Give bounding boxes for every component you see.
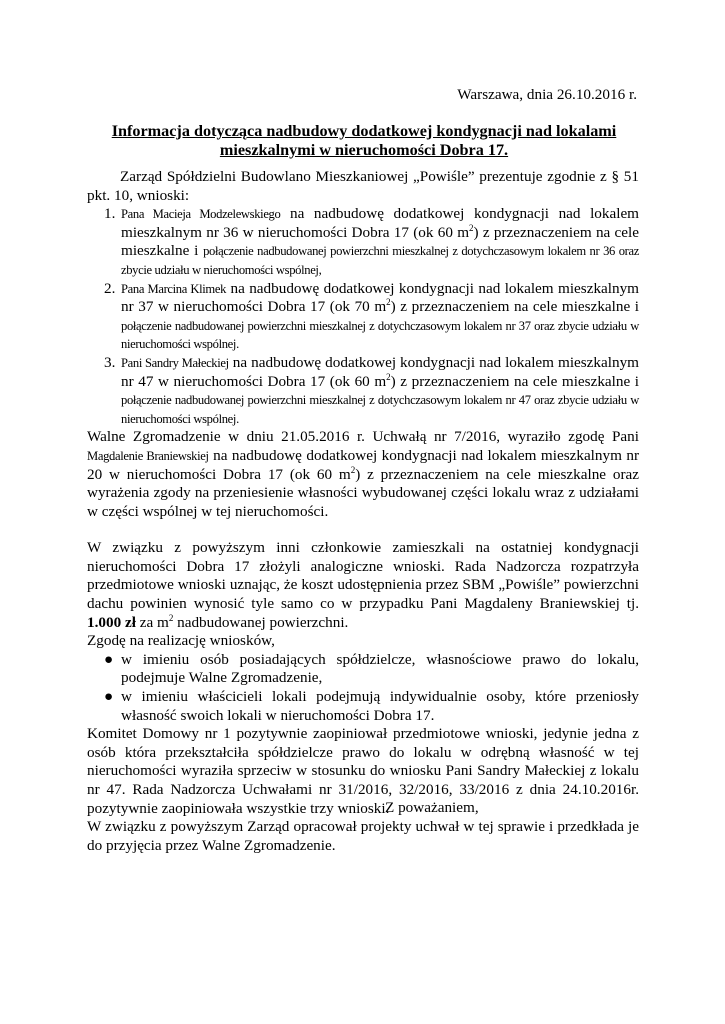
request-small-text: połączenie nadbudowanej powierzchni mieszkalnej z dotychczasowym lokalem nr 36 oraz zbycie udziału w nieruchomości wspólnej, <box>121 244 640 277</box>
consent-intro: Zgodę na realizację wniosków, <box>87 632 275 650</box>
request-text <box>121 205 639 279</box>
request-small-text: połączenie nadbudowanej powierzchni mieszkalnej z dotychczasowym lokalem nr 37 oraz zbycie udziału w nieruchomości wspólnej. <box>121 318 639 352</box>
request-text-part: na nadbudowę dodatkowej kondygnacji nad lokalem mieszkalnym nr 36 w nieruchomości Dobra 17 (ok 60 m <box>121 205 639 241</box>
request-text-part: na nadbudowę dodatkowej kondygnacji nad lokalem mieszkalnym nr 37 w nieruchomości Dobra 17 (ok 70 m <box>121 279 639 316</box>
bullet-text: w imieniu właścicieli lokali podejmują indywidualnie osoby, które przeniosły własność swoich lokali w nieruchomości Dobra 17. <box>121 688 639 724</box>
requests-list <box>87 205 639 428</box>
request-text-part: ) z przeznaczeniem na cele mieszkalne i <box>390 298 639 316</box>
price-value: 1.000 zł <box>87 613 136 631</box>
conclusion-paragraph: W związku z powyższym Zarząd opracował projekty uchwał w tej sprawie i przedkłada je do przyjęcia przez Walne Zgromadzenie. <box>87 818 639 854</box>
list-item <box>87 651 639 688</box>
list-item <box>87 688 639 725</box>
bullet-text: w imieniu osób posiadających spółdzielcze, własnościowe prawo do lokalu, podejmuje Walne Zgromadzenie, <box>121 650 639 687</box>
title-line-2: mieszkalnymi w nieruchomości Dobra 17. <box>219 141 509 159</box>
committee-paragraph: Komitet Domowy nr 1 pozytywnie zaopiniował przedmiotowe wnioski, jedynie jedna z osób która przekształciła spółdzielcze prawo do lokalu w odrębną własność w tej nieruchomości wyraziła sprzeciw w stosunku do wniosku Pani Sandry Małeckiej z lokalu nr 47. Rada Nadzorcza Uchwałami nr 31/2016, 32/2016, 33/2016 z dnia 24.10.2016r. pozytywnie zaopiniowała wszystkie trzy wnioski. <box>87 725 639 817</box>
title-line-1: Informacja dotycząca nadbudowy dodatkowej kondygnacji nad lokalami <box>111 122 617 140</box>
request-item <box>87 354 639 428</box>
bullet-icon: ● <box>104 688 114 706</box>
superscript: 2 <box>168 612 174 623</box>
council-text-part: za m <box>135 613 169 631</box>
applicant-name: Pani Sandry Małeckiej <box>121 355 229 370</box>
request-text <box>121 354 639 428</box>
closing-line: Z poważaniem, <box>385 799 479 816</box>
request-text-part: ) z przeznaczeniem na cele mieszkalne i <box>121 223 639 260</box>
request-text-part: na nadbudowę dodatkowej kondygnacji nad lokalem mieszkalnym nr 47 w nieruchomości Dobra 17 (ok 60 m <box>121 353 639 390</box>
superscript: 2 <box>350 464 356 475</box>
assembly-text-part: na nadbudowę dodatkowej kondygnacji nad lokalem mieszkalnym nr 20 w nieruchomości Dobra 17 (ok 60 m <box>87 446 640 483</box>
request-number: 2. <box>104 279 116 297</box>
request-item <box>87 280 639 354</box>
paragraph-gap <box>87 521 639 539</box>
request-text-part: ) z przeznaczeniem na cele mieszkalne i <box>390 372 639 390</box>
superscript: 2 <box>386 297 391 308</box>
assembly-text-part: ) z przeznaczeniem na cele mieszkalne oraz wyrażenia zgody na przeniesienie własności wybudowanej części lokalu wraz z udziałami w części wspólnej w tej nieruchomości. <box>87 465 639 520</box>
superscript: 2 <box>386 371 391 382</box>
request-small-text: połączenie nadbudowanej powierzchni mieszkalnej z dotychczasowym lokalem nr 47 oraz zbycie udziału w nieruchomości wspólnej. <box>121 393 639 426</box>
assembly-text-part: Walne Zgromadzenie w dniu 21.05.2016 r. Uchwałą nr 7/2016, wyraziło zgodę Pani <box>87 428 639 446</box>
request-text <box>121 280 639 354</box>
request-number: 3. <box>104 353 116 371</box>
bullet-icon: ● <box>104 650 114 668</box>
council-text-part: W związku z powyższym inni członkowie zamieszkali na ostatniej kondygnacji nieruchomości Dobra 17 złożyli analogiczne wnioski. Rada Nadzorcza rozpatrzyła przedmiotowe wnioski uznając, że koszt udostępnienia przez SBM „Powiśle” powierzchni dachu powinien wynosić tyle samo co w przypadku Pani Magdaleny Braniewskiej tj. <box>87 539 639 613</box>
applicant-name: Pana Macieja Modzelewskiego <box>121 207 281 222</box>
consent-list <box>87 651 639 725</box>
date-line: Warszawa, dnia 26.10.2016 r. <box>457 86 637 103</box>
superscript: 2 <box>469 222 474 233</box>
assembly-paragraph <box>87 428 639 521</box>
document-title <box>90 122 638 160</box>
council-text-part: nadbudowanej powierzchni. <box>173 613 349 631</box>
intro-paragraph: Zarząd Spółdzielni Budowlano Mieszkaniowej „Powiśle” prezentuje zgodnie z § 51 pkt. 10, wnioski: <box>87 168 639 204</box>
applicant-name: Pana Marcina Klimek <box>121 281 227 296</box>
document-body <box>87 168 639 855</box>
request-number: 1. <box>104 205 116 223</box>
request-item <box>87 205 639 279</box>
council-paragraph <box>87 539 639 632</box>
assembly-name: Magdalenie Braniewskiej <box>87 448 209 463</box>
